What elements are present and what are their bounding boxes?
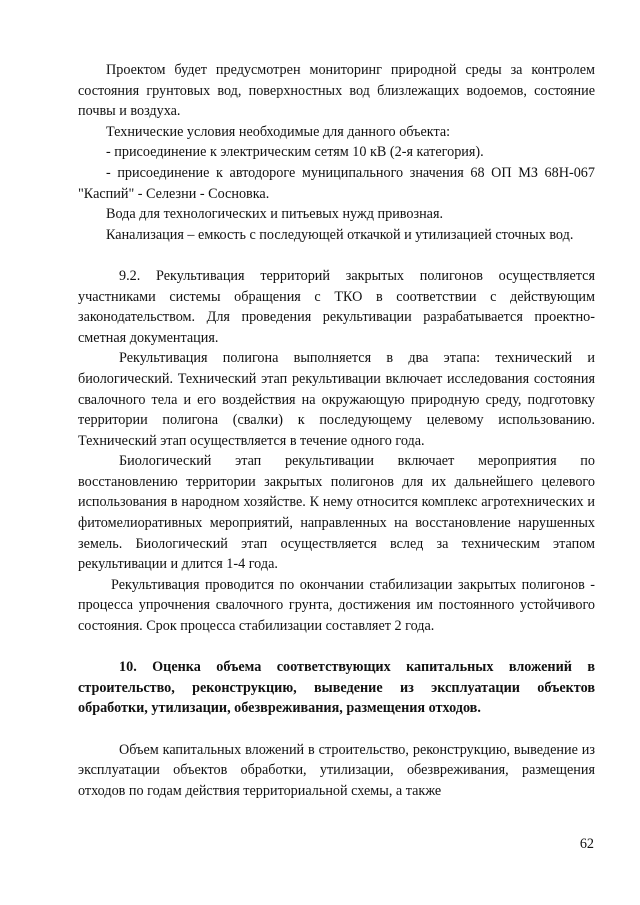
document-page bbox=[78, 60, 595, 801]
paragraph-stabilization: Рекультивация проводится по окончании стабилизации закрытых полигонов - процесса упрочнения свалочного грунта, достижения им постоянного устойчивого состояния. Срок процесса стабилизации составляет 2 года. bbox=[78, 576, 595, 635]
paragraph-biological: Биологический этап рекультивации включает мероприятия по восстановлению территории закрытых полигонов для их дальнейшего целевого использования в народном хозяйстве. К нему относится комплекс агротехнических и фитомелиоративных мероприятий, направленных на восстановление нарушенных земель. Биологический этап осуществляется вслед за техническим этапом рекультивации и длится 1-4 года. bbox=[78, 453, 595, 573]
paragraph-stages: Рекультивация полигона выполняется в два этапа: технический и биологический. Технический этап рекультивации включает исследования состояния свалочного тела и его воздействия на окружающую природную среду, подготовку территории полигона (свалки) к последующему целевому использованию. Технический этап осуществляется в течение одного года. bbox=[78, 350, 595, 449]
paragraph-water: Вода для технологических и питьевых нужд привозная. bbox=[106, 206, 444, 223]
paragraph-road: - присоединение к автодороге муниципального значения 68 ОП МЗ 68Н-067 "Каспий" - Селезни - Сосновка. bbox=[78, 164, 595, 202]
page-number: 62 bbox=[579, 836, 594, 852]
paragraph-sewage: Канализация – емкость с последующей откачкой и утилизацией сточных вод. bbox=[106, 226, 574, 243]
paragraph-9-2: 9.2. Рекультивация территорий закрытых полигонов осуществляется участниками системы обращения с ТКО в соответствии с действующим законодательством. Для проведения рекультивации разрабатывается проектно-сметная документация. bbox=[78, 267, 595, 346]
paragraph-monitoring: Проектом будет предусмотрен мониторинг природной среды за контролем состояния грунтовых вод, поверхностных вод близлежащих водоемов, состояние почвы и воздуха. bbox=[78, 62, 595, 120]
paragraph-capital: Объем капитальных вложений в строительство, реконструкцию, выведение из эксплуатации объектов обработки, утилизации, обезвреживания, размещения отходов по годам действия территориальной схемы, а также bbox=[78, 741, 595, 799]
paragraph-electric: - присоединение к электрическим сетям 10 кВ (2-я категория). bbox=[106, 144, 484, 161]
paragraph-tech-conditions: Технические условия необходимые для данного объекта: bbox=[106, 123, 451, 140]
section-heading-10: 10. Оценка объема соответствующих капитальных вложений в строительство, реконструкцию, выведение из эксплуатации объектов обработки, утилизации, обезвреживания, размещения отходов. bbox=[78, 659, 595, 717]
